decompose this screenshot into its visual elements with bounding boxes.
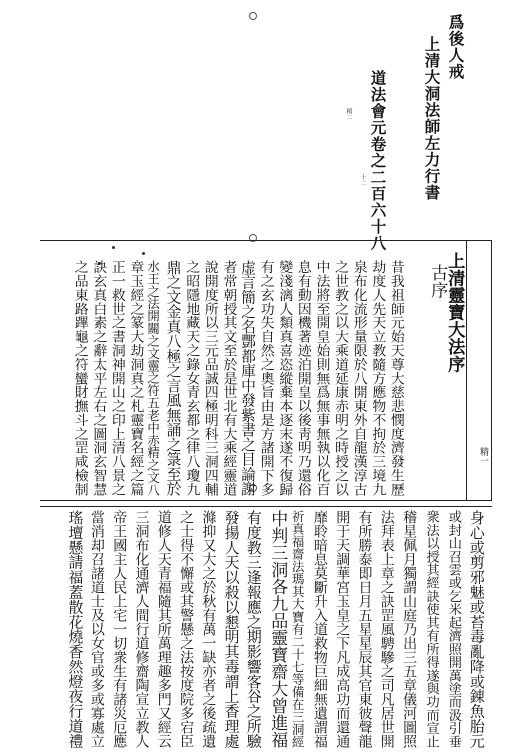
text-column: 劫度人先天立教隨方應物不拘於三境九 xyxy=(369,260,386,496)
text-column: 稽星佩月獨謂山庭乃出三五章儀河圖照 xyxy=(401,510,418,748)
text-column: 說開度所以三元品誠四極明科三洞四輔 xyxy=(201,260,218,496)
text-column: 道修人天青福隨其所萬理趣多門又經云 xyxy=(155,510,172,748)
text-column: 鼎之文金真八極之言風無誦之箓至於 xyxy=(164,260,182,496)
text-column: 之昭隱地藏天之錄女青玄都之律八瓊九 xyxy=(183,260,200,496)
lower-top-border xyxy=(40,506,492,507)
text-column: 滌抑又大之於秋有萬一缺亦者之後疏遺 xyxy=(200,510,217,748)
text-column: 或封山召雲或乞米起濟照開萬塗而汲引垂 xyxy=(445,510,461,748)
text-column: 虚言簡之名酆都庫中發紫書之目論謝 xyxy=(238,260,256,496)
volume-title: 道法會元卷之二百六十八 xyxy=(368,70,388,252)
text-column: 中判三洞各九品靈寶齋大曾進福 xyxy=(267,510,288,748)
folio-mark: 精一 xyxy=(478,447,488,465)
text-column: 者常朝授其文至於是世北有大乘經靈道 xyxy=(220,260,237,496)
text-column: 訣玄真白素之辭太平左右之圖洞玄智慧 xyxy=(90,260,107,496)
bottom-border xyxy=(40,500,492,501)
text-column: 之士得不懈或其警懸之法按度院多宕臣 xyxy=(178,510,195,748)
text-column: 靡聆暗息莫斷升入道救物巨細無遺謂福 xyxy=(311,510,328,748)
binding-hole-top xyxy=(249,12,257,20)
text-column: 之世教之以大乘道延康赤明之時授之以 xyxy=(332,260,349,496)
page-mark: 十二 xyxy=(359,174,366,186)
text-column: 瑤壇懸請福蓋散花燒香然燈夜行道禮 xyxy=(66,510,85,749)
text-column: 變淺漓人類真喜恣縱棄本逐末遂不復歸 xyxy=(276,260,293,496)
text-column: 有所勝泰即日月五星星辰其官東彼聲龍 xyxy=(356,510,373,748)
text-column: 發揚人天以殺以懇明其毒謂上香理處 xyxy=(222,510,241,749)
text-column: 息有動因機著迹泊開皇以後靑明乃還俗 xyxy=(294,260,311,496)
text-column: 泉布化流形量限於八開東外自龍漢淳古 xyxy=(350,260,367,496)
top-border xyxy=(40,240,492,241)
text-column: 三洞布化通濟人間行道修齋陶宣立教人 xyxy=(133,510,150,748)
text-column: 身心或剪邪魅或苔毒亂降或錬魚胎元 xyxy=(467,510,486,749)
author-line: 上清大洞法師左力行書 xyxy=(422,36,442,201)
text-column: 之品東路蹕龜之符蠻財撫斗之罡咸檢制 xyxy=(71,260,88,496)
body-dot xyxy=(142,252,145,255)
folio-rule xyxy=(466,240,467,500)
text-column: 正一救世之書洞神開山之印上清八景之 xyxy=(108,260,125,496)
text-column: 昔我祖師元始天尊大慈悲憫度濟發生歷 xyxy=(387,260,404,496)
text-column: 章玉經之篆大劫洞真之札靈寶名經之篇 xyxy=(127,260,144,496)
text-column: 祈真福齋法瑪其大寶有二十七等備在三洞經 xyxy=(290,510,306,749)
text-column: 有之玄功失自然之奧旨由是方諸開下多 xyxy=(257,260,274,496)
text-column: 有度教三逢報應之期影響客谷之所驗 xyxy=(244,510,263,749)
text-column: 開于天調華宮玉皇之下凡成高功而還通 xyxy=(334,510,351,748)
text-column: 水王之法開關之文靈之符五老中赤精之文八 xyxy=(145,260,161,496)
right-border xyxy=(491,240,492,500)
text-column: 當消却召諸道士及以女官或多或寡處立 xyxy=(88,510,105,748)
preface-subtitle: 古序 xyxy=(427,264,448,299)
text-column: 衆法以授其經訣使其有所得遂與功而宣止 xyxy=(423,510,439,748)
volume-mark: 精二 xyxy=(345,108,352,120)
body-dot xyxy=(112,246,115,249)
preface-title: 上清靈寶大法序 xyxy=(444,252,465,373)
closing-line: 爲後人戒 xyxy=(446,14,466,80)
text-column: 法拜表上章之訣罡風騁驂之司凡居世開 xyxy=(378,510,395,748)
text-column: 中法將至開皇始則無爲無事無執以化百 xyxy=(313,260,330,496)
text-column: 帝王國主人民上宅一切衆生有諸災厄應 xyxy=(111,510,128,748)
